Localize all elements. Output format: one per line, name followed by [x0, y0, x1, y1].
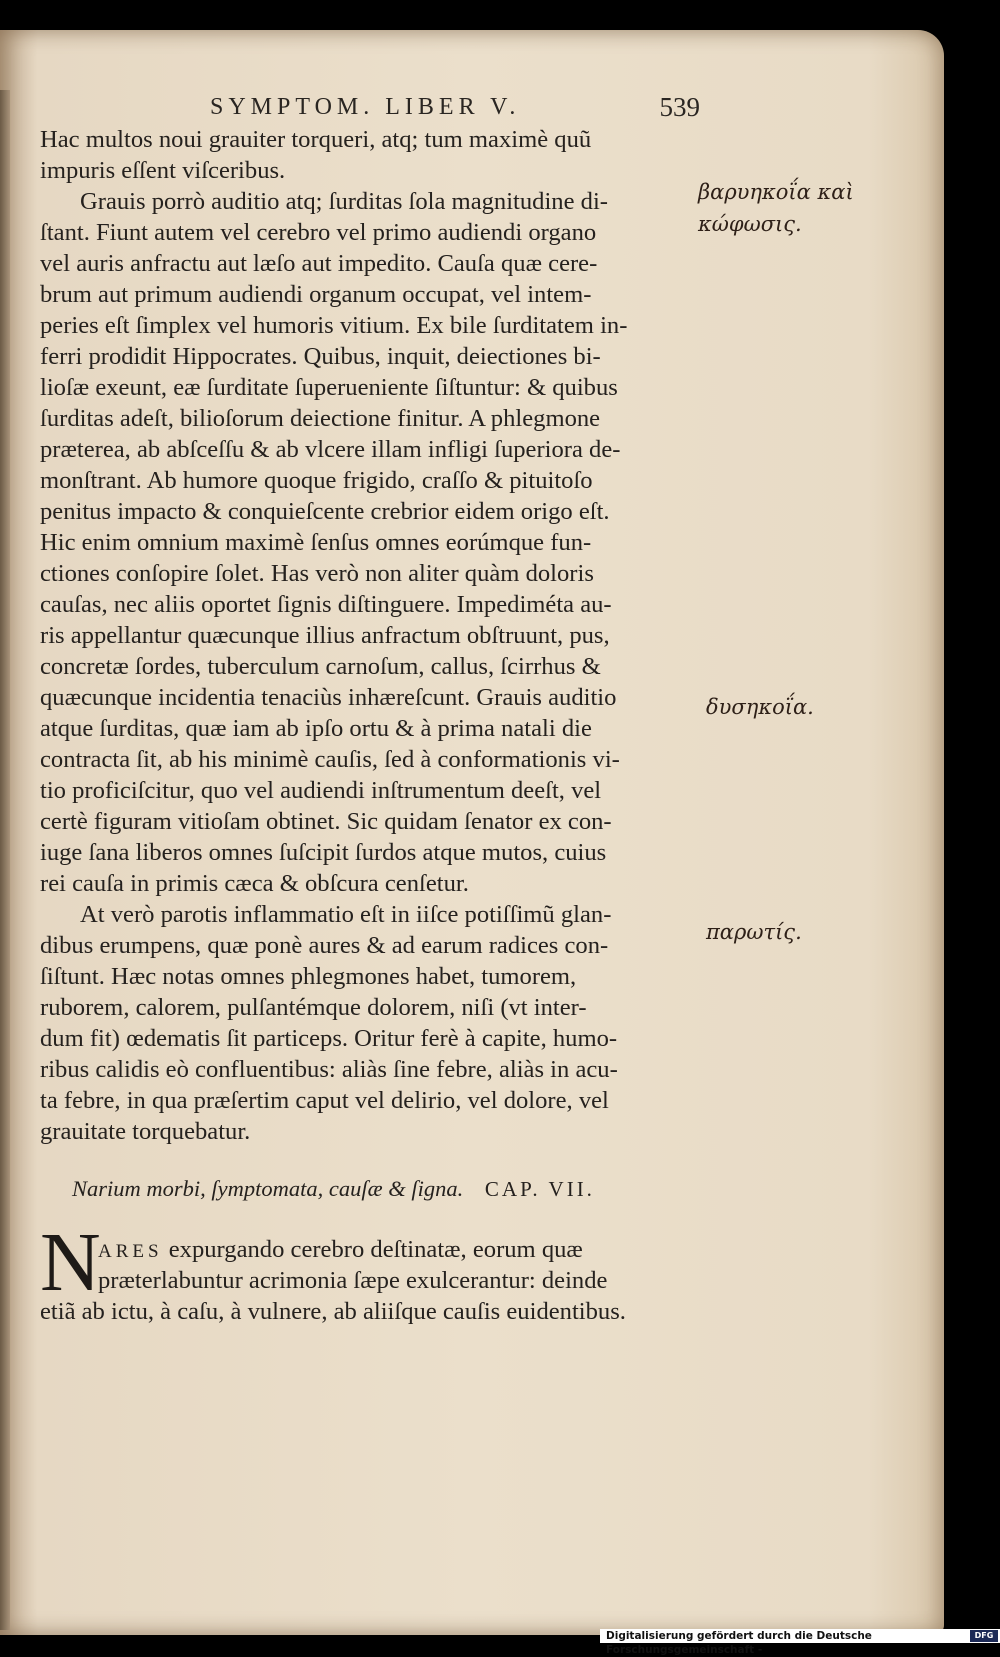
text-line: monſtrant. Ab humore quoque frigido, craſſo & pituitoſo	[40, 467, 593, 494]
text-line: ferri prodidit Hippocrates. Quibus, inquit, deiectiones bi-	[40, 343, 601, 370]
text-line: contracta ſit, ab his minimè cauſis, ſed à conformationis vi-	[40, 746, 620, 773]
text-line: peries eſt ſimplex vel humoris vitium. Ex bile ſurditatem in-	[40, 312, 628, 339]
section-gap	[40, 1147, 708, 1166]
marginal-note: κώφωσις.	[698, 212, 802, 236]
marginal-note: βαρυηκοΐα καὶ	[698, 180, 854, 204]
text-line: præterea, ab abſceſſu & ab vlcere illam infligi ſuperiora de-	[40, 436, 621, 463]
text-line: ta febre, in qua præſertim caput vel delirio, vel dolore, vel	[40, 1087, 609, 1114]
drop-cap: N	[40, 1216, 101, 1309]
main-text	[40, 124, 708, 1327]
page-number: 539	[659, 92, 700, 122]
chapter-title: Narium morbi, ſymptomata, cauſæ & ſigna.	[72, 1176, 464, 1201]
text-line: ris appellantur quæcunque illius anfractum obſtruunt, pus,	[40, 622, 610, 649]
text-line: grauitate torquebatur.	[40, 1118, 251, 1145]
text-line: dibus erumpens, quæ ponè aures & ad earum radices con-	[40, 932, 609, 959]
text-line: At verò parotis inflammatio eſt in iiſce potiſſimũ glan-	[80, 901, 612, 928]
marginal-note: παρωτίς.	[706, 920, 802, 944]
text-line: dum fit) œdematis ſit particeps. Oritur ferè à capite, humo-	[40, 1025, 618, 1052]
text-line	[40, 1234, 708, 1265]
page-gutter	[0, 90, 10, 1630]
chapter-heading	[40, 1166, 708, 1212]
text-line: penitus impacto & conquieſcente crebrior eidem origo eſt.	[40, 498, 610, 525]
text-line: Hac multos noui grauiter torqueri, atq; tum maximè quũ	[40, 126, 592, 153]
line-rest: expurgando cerebro deſtinatæ, eorum quæ	[162, 1236, 583, 1263]
text-line: concretæ ſordes, tuberculum carnoſum, callus, ſcirrhus &	[40, 653, 601, 680]
first-word: ARES	[98, 1241, 163, 1262]
text-line: ctiones conſopire ſolet. Has verò non aliter quàm doloris	[40, 560, 594, 587]
text-line: quæcunque incidentia tenaciùs inhæreſcunt. Grauis auditio	[40, 684, 617, 711]
text-line: iuge ſana liberos omnes ſuſcipit ſurdos atque mutos, cuius	[40, 839, 607, 866]
text-line: Hic enim omnium maximè ſenſus omnes eorúmque fun-	[40, 529, 592, 556]
digitization-footer	[600, 1629, 1000, 1656]
text-line: etiã ab ictu, à caſu, à vulnere, ab aliiſque cauſis euidentibus.	[40, 1298, 626, 1325]
text-line: ſurditas adeſt, bilioſorum deiectione finitur. A phlegmone	[40, 405, 601, 432]
running-head-title: SYMPTOM. LIBER V.	[210, 94, 521, 120]
chapter-opening	[40, 1216, 708, 1327]
text-line: impuris eſſent viſceribus.	[40, 157, 286, 184]
text-line: ruborem, calorem, pulſantémque dolorem, niſi (vt inter-	[40, 994, 587, 1021]
text-line: ribus calidis eò confluentibus: aliàs ſine febre, aliàs in acu-	[40, 1056, 618, 1083]
text-line: rei cauſa in primis cæca & obſcura cenſetur.	[40, 870, 469, 897]
marginal-note: δυσηκοΐα.	[706, 695, 814, 719]
text-line: brum aut primum audiendi organum occupat, vel intem-	[40, 281, 592, 308]
running-head	[190, 92, 700, 124]
text-line: atque ſurditas, quæ iam ab ipſo ortu & à prima natali die	[40, 715, 592, 742]
text-line: certè figuram vitioſam obtinet. Sic quidam ſenator ex con-	[40, 808, 612, 835]
text-line: lioſæ exeunt, eæ ſurditate ſuperueniente ſiſtuntur: & quibus	[40, 374, 618, 401]
chapter-number: CAP. VII.	[484, 1177, 595, 1201]
text-line: Grauis porrò auditio atq; ſurditas ſola magnitudine di-	[80, 188, 608, 215]
text-line: ſiſtunt. Hæc notas omnes phlegmones habet, tumorem,	[40, 963, 577, 990]
text-line: ſtant. Fiunt autem vel cerebro vel primo audiendi organo	[40, 219, 597, 246]
footer-text: Digitalisierung gefördert durch die Deutsche Forschungsgemeinschaft -	[606, 1630, 872, 1656]
text-line: præterlabuntur acrimonia ſæpe exulcerantur: deinde	[98, 1267, 608, 1294]
text-line: vel auris anfractu aut læſo aut impedito. Cauſa quæ cere-	[40, 250, 598, 277]
text-line: cauſas, nec aliis oportet ſignis diſtinguere. Impediméta au-	[40, 591, 612, 618]
dfg-logo: DFG	[970, 1630, 998, 1642]
text-line: tio proficiſcitur, quo vel audiendi inſtrumentum deeſt, vel	[40, 777, 602, 804]
